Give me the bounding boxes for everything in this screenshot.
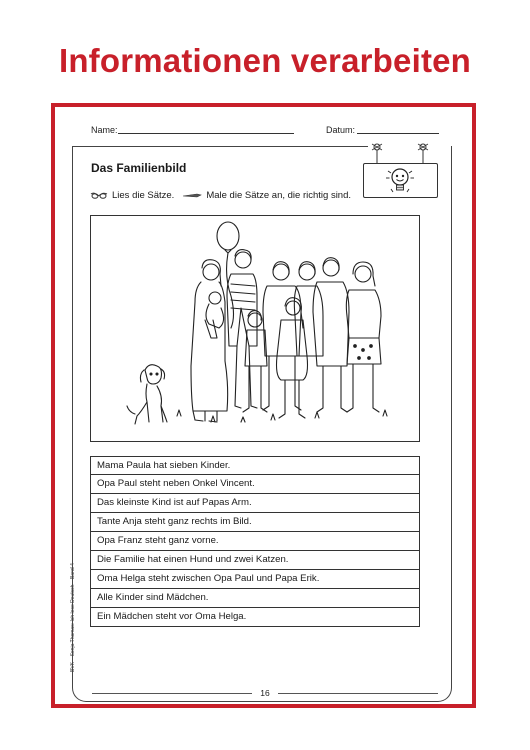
date-label: Datum: [326, 125, 356, 135]
publisher-note: BVK – Sonja Thomas: Ich lese Deutsch – Band 4 [70, 563, 76, 672]
name-label: Name: [91, 125, 118, 135]
hook-left-icon [372, 144, 382, 163]
sentence-item[interactable]: Das kleinste Kind ist auf Papas Arm. [90, 494, 420, 513]
family-illustration [91, 216, 419, 441]
sentence-item[interactable]: Ein Mädchen steht vor Oma Helga. [90, 608, 420, 627]
date-field[interactable] [357, 133, 439, 134]
instruction-read: Lies die Sätze. [112, 190, 175, 201]
girl-figure [277, 298, 308, 418]
sentence-item[interactable]: Die Familie hat einen Hund und zwei Katzen. [90, 551, 420, 570]
worksheet-title: Das Familienbild [91, 161, 187, 175]
father-figure [227, 250, 257, 408]
pencil-icon [182, 192, 202, 199]
page-number: 16 [260, 688, 270, 698]
footer-line-right [278, 693, 438, 694]
dog-icon [127, 365, 167, 424]
aunt-figure [346, 262, 381, 412]
instruction-row [90, 190, 351, 201]
badge-frame [363, 163, 438, 198]
sentence-list [90, 456, 420, 627]
sentence-item[interactable]: Oma Helga steht zwischen Opa Paul und Papa Erik. [90, 570, 420, 589]
lightbulb-icon [364, 164, 437, 197]
uncle-figure [313, 258, 349, 412]
grandmother-figure [294, 262, 323, 356]
mother-figure [191, 260, 228, 422]
family-picture [90, 215, 420, 442]
footer-line-left [92, 693, 252, 694]
instruction-paint: Male die Sätze an, die richtig sind. [206, 190, 352, 201]
sentence-item[interactable]: Opa Paul steht neben Onkel Vincent. [90, 475, 420, 494]
sentence-item[interactable]: Opa Franz steht ganz vorne. [90, 532, 420, 551]
sentence-item[interactable]: Alle Kinder sind Mädchen. [90, 589, 420, 608]
glasses-icon [90, 191, 108, 200]
page-heading: Informationen verarbeiten [58, 42, 472, 79]
sentence-item[interactable]: Mama Paula hat sieben Kinder. [90, 456, 420, 475]
grandfather-figure [263, 262, 301, 410]
sentence-item[interactable]: Tante Anja steht ganz rechts im Bild. [90, 513, 420, 532]
hook-right-icon [418, 144, 428, 163]
name-field[interactable] [118, 133, 294, 134]
